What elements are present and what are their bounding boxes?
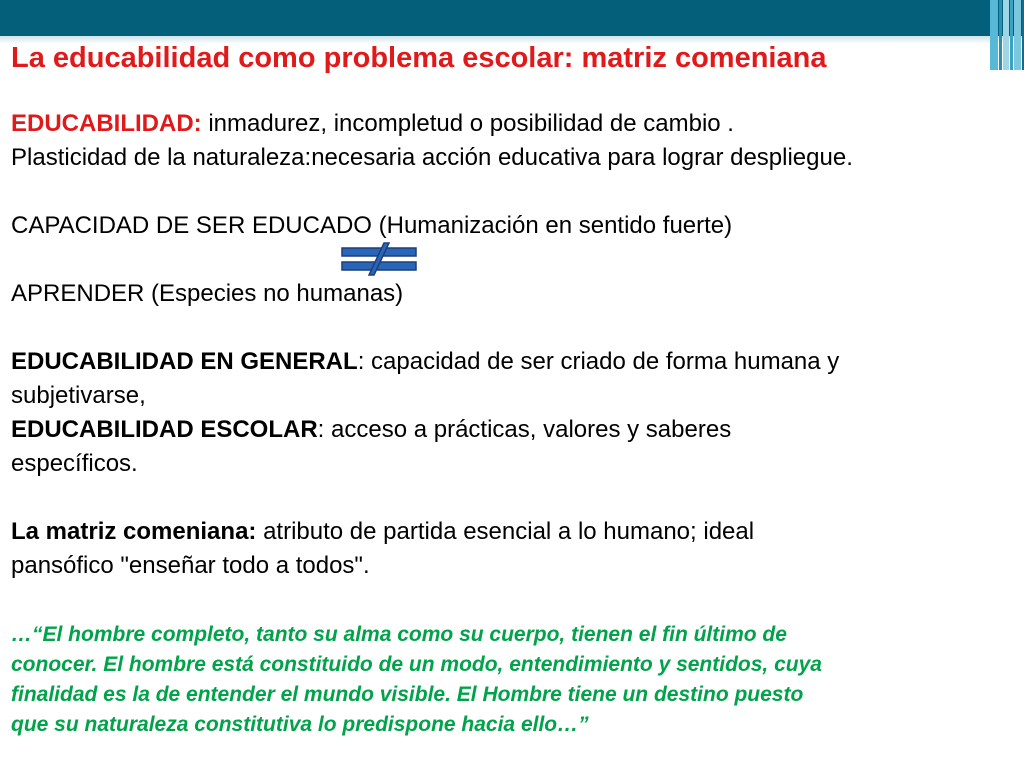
quote-line-3: finalidad es la de entender el mundo visible. El Hombre tiene un destino puesto xyxy=(11,683,804,706)
general-line-cont: subjetivarse, xyxy=(11,382,146,409)
slide-body xyxy=(11,107,1011,583)
quote-line-2: conocer. El hombre está constituido de un modo, entendimiento y sentidos, cuya xyxy=(11,653,822,676)
top-bar xyxy=(0,0,1024,36)
corner-accent-stripe xyxy=(999,0,1002,70)
comenius-quote xyxy=(11,620,1011,740)
plasticidad-line: Plasticidad de la naturaleza:necesaria acción educativa para lograr despliegue. xyxy=(11,144,853,171)
matriz-line xyxy=(11,515,1011,549)
escolar-line xyxy=(11,413,1011,447)
educabilidad-definition: inmadurez, incompletud o posibilidad de cambio . xyxy=(201,110,734,137)
corner-accent-stripe xyxy=(1014,0,1021,70)
quote-line-1: …“El hombre completo, tanto su alma como su cuerpo, tienen el fin último de xyxy=(11,623,787,646)
escolar-term: EDUCABILIDAD ESCOLAR xyxy=(11,416,318,443)
quote-line-4: que su naturaleza constitutiva lo predispone hacia ello…” xyxy=(11,713,589,736)
escolar-line-cont: específicos. xyxy=(11,450,138,477)
capacidad-line: CAPACIDAD DE SER EDUCADO (Humanización en sentido fuerte) xyxy=(11,212,733,239)
educabilidad-line xyxy=(11,107,1011,141)
corner-accent-stripe xyxy=(1010,0,1013,70)
aprender-line: APRENDER (Especies no humanas) xyxy=(11,280,404,307)
corner-accent-stripe xyxy=(1003,0,1009,70)
matriz-term: La matriz comeniana: xyxy=(11,518,257,545)
corner-accent-stripe xyxy=(990,0,998,70)
escolar-text: : acceso a prácticas, valores y saberes xyxy=(317,416,732,443)
matriz-line-cont: pansófico "enseñar todo a todos". xyxy=(11,552,370,579)
matriz-text: atributo de partida esencial a lo humano; ideal xyxy=(256,518,755,545)
not-equal-icon xyxy=(340,242,418,276)
general-line xyxy=(11,345,1011,379)
slide-title: La educabilidad como problema escolar: matriz comeniana xyxy=(11,42,827,74)
general-term: EDUCABILIDAD EN GENERAL xyxy=(11,348,358,375)
general-text: : capacidad de ser criado de forma humana y xyxy=(357,348,840,375)
educabilidad-term: EDUCABILIDAD: xyxy=(11,110,202,137)
